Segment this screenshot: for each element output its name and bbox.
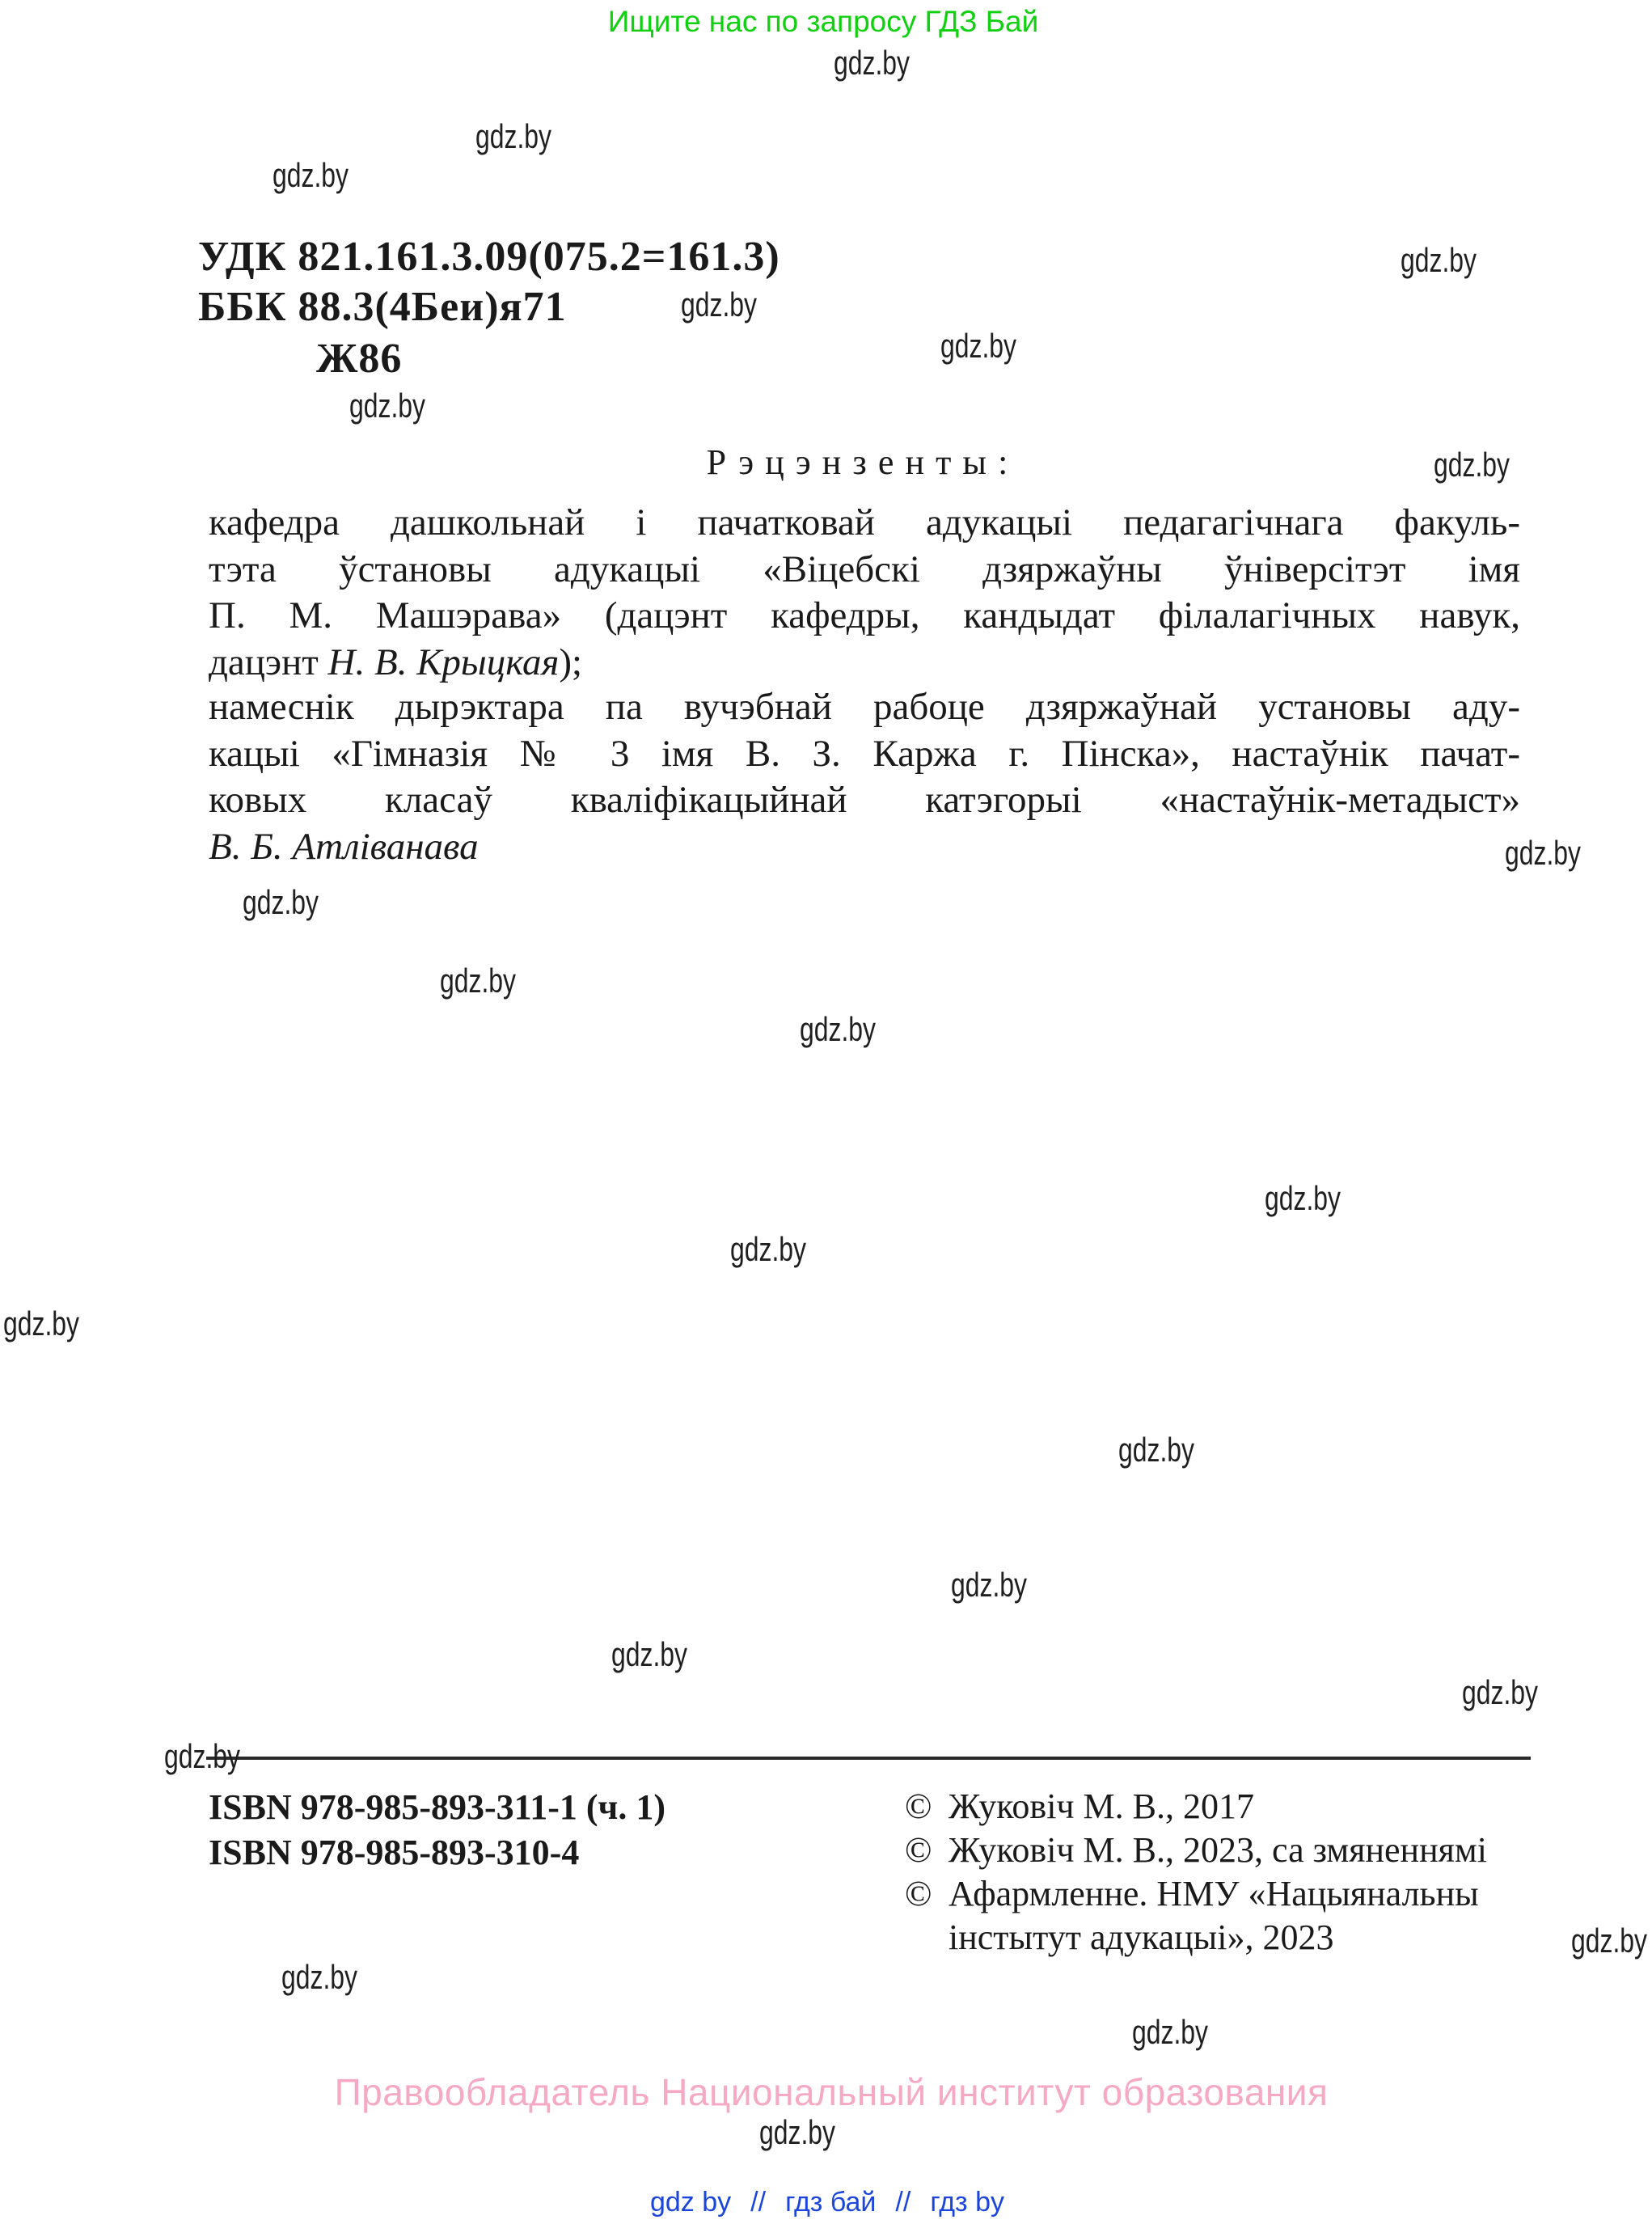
- copyright-text: Афармленне. НМУ «Нацыянальны: [949, 1874, 1479, 1913]
- reviewer-line: П. М. Машэрава» (дацэнт кафедры, кандыдат філалагічных навук,: [209, 594, 1520, 636]
- reviewers-heading: Рэцэнзенты:: [706, 442, 1020, 482]
- footer-link[interactable]: gdz by: [649, 2187, 732, 2218]
- copyright-row: [905, 1872, 1487, 1916]
- watermark-text: gdz.by: [1504, 834, 1582, 872]
- reviewer-line: намеснік дырэктара па вучэбнай рабоце дзяржаўнай установы аду-: [209, 686, 1520, 728]
- watermark-text: gdz.by: [1570, 1922, 1648, 1960]
- copyright-block: [905, 1785, 1487, 1960]
- reviewer-name: В. Б. Атліванава: [209, 825, 479, 868]
- watermark-text: gdz.by: [1118, 1431, 1195, 1469]
- reviewer-line: кафедра дашкольнай і пачатковай адукацыі педагагічнага факуль-: [209, 501, 1520, 543]
- copyright-text: Жуковіч М. В., 2023, са змяненнямі: [949, 1830, 1487, 1870]
- author-sign: Ж86: [316, 336, 403, 382]
- watermark-text: gdz.by: [475, 117, 552, 155]
- udk-line: УДК 821.161.3.09(075.2=161.3): [198, 234, 780, 280]
- isbn-line-1: ISBN 978-985-893-311-1 (ч. 1): [209, 1787, 666, 1827]
- watermark-text: gdz.by: [1400, 241, 1477, 279]
- reviewer-line: кацыі «Гімназія № 3 імя В. З. Каржа г. Пінска», настаўнік пачат-: [209, 732, 1520, 775]
- watermark-text: gdz.by: [950, 1566, 1028, 1604]
- watermark-text: gdz.by: [680, 285, 758, 323]
- divider-rule: [206, 1757, 1531, 1760]
- watermark-text: gdz.by: [1461, 1673, 1539, 1711]
- reviewer-role: дацэнт: [209, 641, 328, 683]
- footer-links: [640, 2187, 1014, 2218]
- watermark-text: gdz.by: [611, 1635, 688, 1673]
- reviewer-line: [209, 640, 1520, 687]
- watermark-text: gdz.by: [833, 44, 911, 82]
- watermark-text: gdz.by: [439, 962, 517, 1000]
- copyright-row: [905, 1829, 1487, 1872]
- isbn-line-2: ISBN 978-985-893-310-4: [209, 1833, 580, 1872]
- promo-banner: Ищите нас по запросу ГДЗ Бай: [607, 5, 1039, 38]
- watermark-text: gdz.by: [349, 387, 426, 425]
- owner-notice: Правообладатель Национальный институт образования: [334, 2071, 1329, 2113]
- footer-link[interactable]: гдз by: [930, 2187, 1005, 2218]
- watermark-text: gdz.by: [2, 1304, 80, 1342]
- copyright-text: інстытут адукацыі», 2023: [949, 1917, 1334, 1957]
- watermark-text: gdz.by: [272, 156, 349, 194]
- isbn-block: [209, 1785, 665, 1875]
- watermark-text: gdz.by: [281, 1958, 358, 1996]
- watermark-text: gdz.by: [729, 1230, 807, 1268]
- copyright-row: [905, 1916, 1487, 1960]
- footer-separator: //: [750, 2187, 767, 2218]
- reviewer-line: тэта ўстановы адукацыі «Віцебскі дзяржаўны ўніверсітэт імя: [209, 548, 1520, 590]
- reviewer-name: Н. В. Крыцкая: [327, 641, 560, 683]
- watermark-text: gdz.by: [242, 883, 319, 921]
- reviewers-paragraph-2: [209, 684, 1520, 870]
- copyright-symbol: ©: [905, 1874, 932, 1913]
- reviewers-paragraph-1: [209, 500, 1520, 686]
- watermark-text: gdz.by: [799, 1010, 877, 1048]
- watermark-text: gdz.by: [1264, 1179, 1341, 1217]
- watermark-text: gdz.by: [1131, 2013, 1209, 2051]
- reviewer-line-suffix: );: [559, 641, 583, 683]
- copyright-symbol: [905, 1916, 949, 1960]
- bbk-line: ББК 88.3(4Беи)я71: [198, 284, 567, 330]
- copyright-symbol: ©: [905, 1786, 932, 1826]
- watermark-text: gdz.by: [940, 327, 1017, 365]
- footer-separator: //: [895, 2187, 911, 2218]
- copyright-text: Жуковіч М. В., 2017: [949, 1786, 1255, 1826]
- footer-link[interactable]: гдз бай: [785, 2187, 877, 2218]
- copyright-row: [905, 1785, 1487, 1829]
- watermark-text: gdz.by: [758, 2113, 836, 2151]
- reviewer-line: ковых класаў кваліфікацыйнай катэгорыі «настаўнік-метадыст»: [209, 779, 1520, 821]
- watermark-text: gdz.by: [163, 1737, 241, 1775]
- watermark-text: gdz.by: [1433, 446, 1510, 484]
- copyright-symbol: ©: [905, 1830, 932, 1870]
